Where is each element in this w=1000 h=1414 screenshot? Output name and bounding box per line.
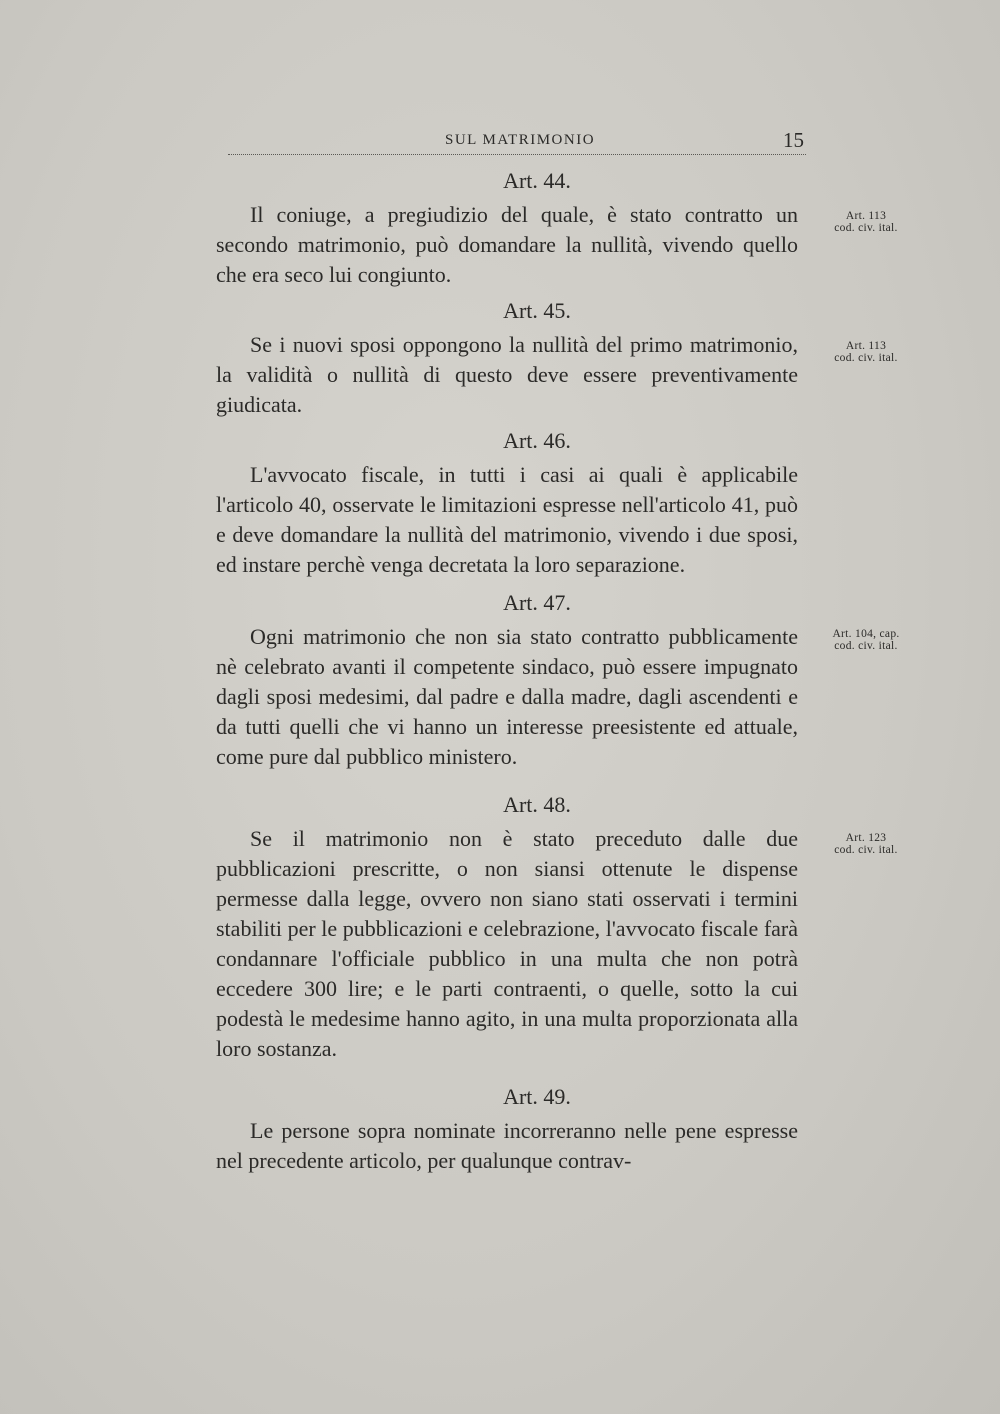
article-heading: Art. 45. [503, 298, 571, 323]
article-heading: Art. 48. [503, 792, 571, 817]
margin-note-line: cod. civ. ital. [834, 640, 898, 652]
running-header [228, 128, 806, 156]
article-heading: Art. 47. [503, 590, 571, 615]
margin-note-line: Art. 104, cap. [832, 628, 900, 640]
margin-note-line: cod. civ. ital. [834, 222, 898, 234]
header-rule [228, 154, 806, 155]
margin-note-line: cod. civ. ital. [834, 352, 898, 364]
article-text: Il coniuge, a pregiudizio del quale, è stato contratto un secondo matrimonio, può domandare la nullità, vivendo quello che era seco lui congiunto. [216, 202, 798, 287]
article-text: L'avvocato fiscale, in tutti i casi ai quali è applicabile l'articolo 40, osservate le limitazioni espresse nell'articolo 41, può e deve domandare la nullità del matrimonio, vivendo i due sposi, ed instare perchè venga decretata la loro separazione. [216, 462, 798, 577]
article-49 [216, 1082, 798, 1176]
margin-note-line: Art. 113 [845, 340, 887, 352]
article-heading: Art. 44. [503, 168, 571, 193]
article-47 [216, 588, 900, 772]
page-number: 15 [783, 128, 804, 152]
article-text: Ogni matrimonio che non sia stato contratto pubblicamente nè celebrato avanti il competente sindaco, può essere impugnato dagli sposi medesimi, dal padre e dalla madre, dagli ascendenti e da tutti quelli che vi hanno un interesse preesistente ed attuale, come pure dal pubblico ministero. [216, 624, 798, 769]
article-heading: Art. 46. [503, 428, 571, 453]
margin-note-line: Art. 113 [845, 210, 887, 222]
article-heading: Art. 49. [503, 1084, 571, 1109]
article-44 [216, 166, 898, 290]
header-title: SUL MATRIMONIO [445, 132, 596, 148]
margin-note [816, 210, 916, 234]
margin-note-line: Art. 123 [845, 832, 887, 844]
margin-note [816, 628, 916, 652]
article-48 [216, 790, 898, 1064]
article-text: Se i nuovi sposi oppongono la nullità del primo matrimonio, la validità o nullità di questo deve essere preventivamente giudicata. [216, 332, 798, 417]
article-text: Se il matrimonio non è stato preceduto dalle due pubblicazioni prescritte, o non siansi ottenute le dispense permesse dalla legge, ovvero non siano stati osservati i termini stabiliti per le pubblicazioni e celebrazione, l'avvocato fiscale farà condannare l'officiale pubblico in una multa che non potrà eccedere 300 lire; e le parti contraenti, o quelle, sotto la cui podestà le medesime hanno agito, in una multa proporzionata alla loro sostanza. [216, 826, 798, 1061]
article-45 [216, 296, 898, 420]
margin-note-line: cod. civ. ital. [834, 844, 898, 856]
article-46 [216, 426, 798, 580]
margin-note [816, 340, 916, 364]
page-body [216, 166, 900, 1180]
article-text: Le persone sopra nominate incorreranno nelle pene espresse nel precedente articolo, per qualunque contrav- [216, 1118, 798, 1173]
margin-note [816, 832, 916, 856]
